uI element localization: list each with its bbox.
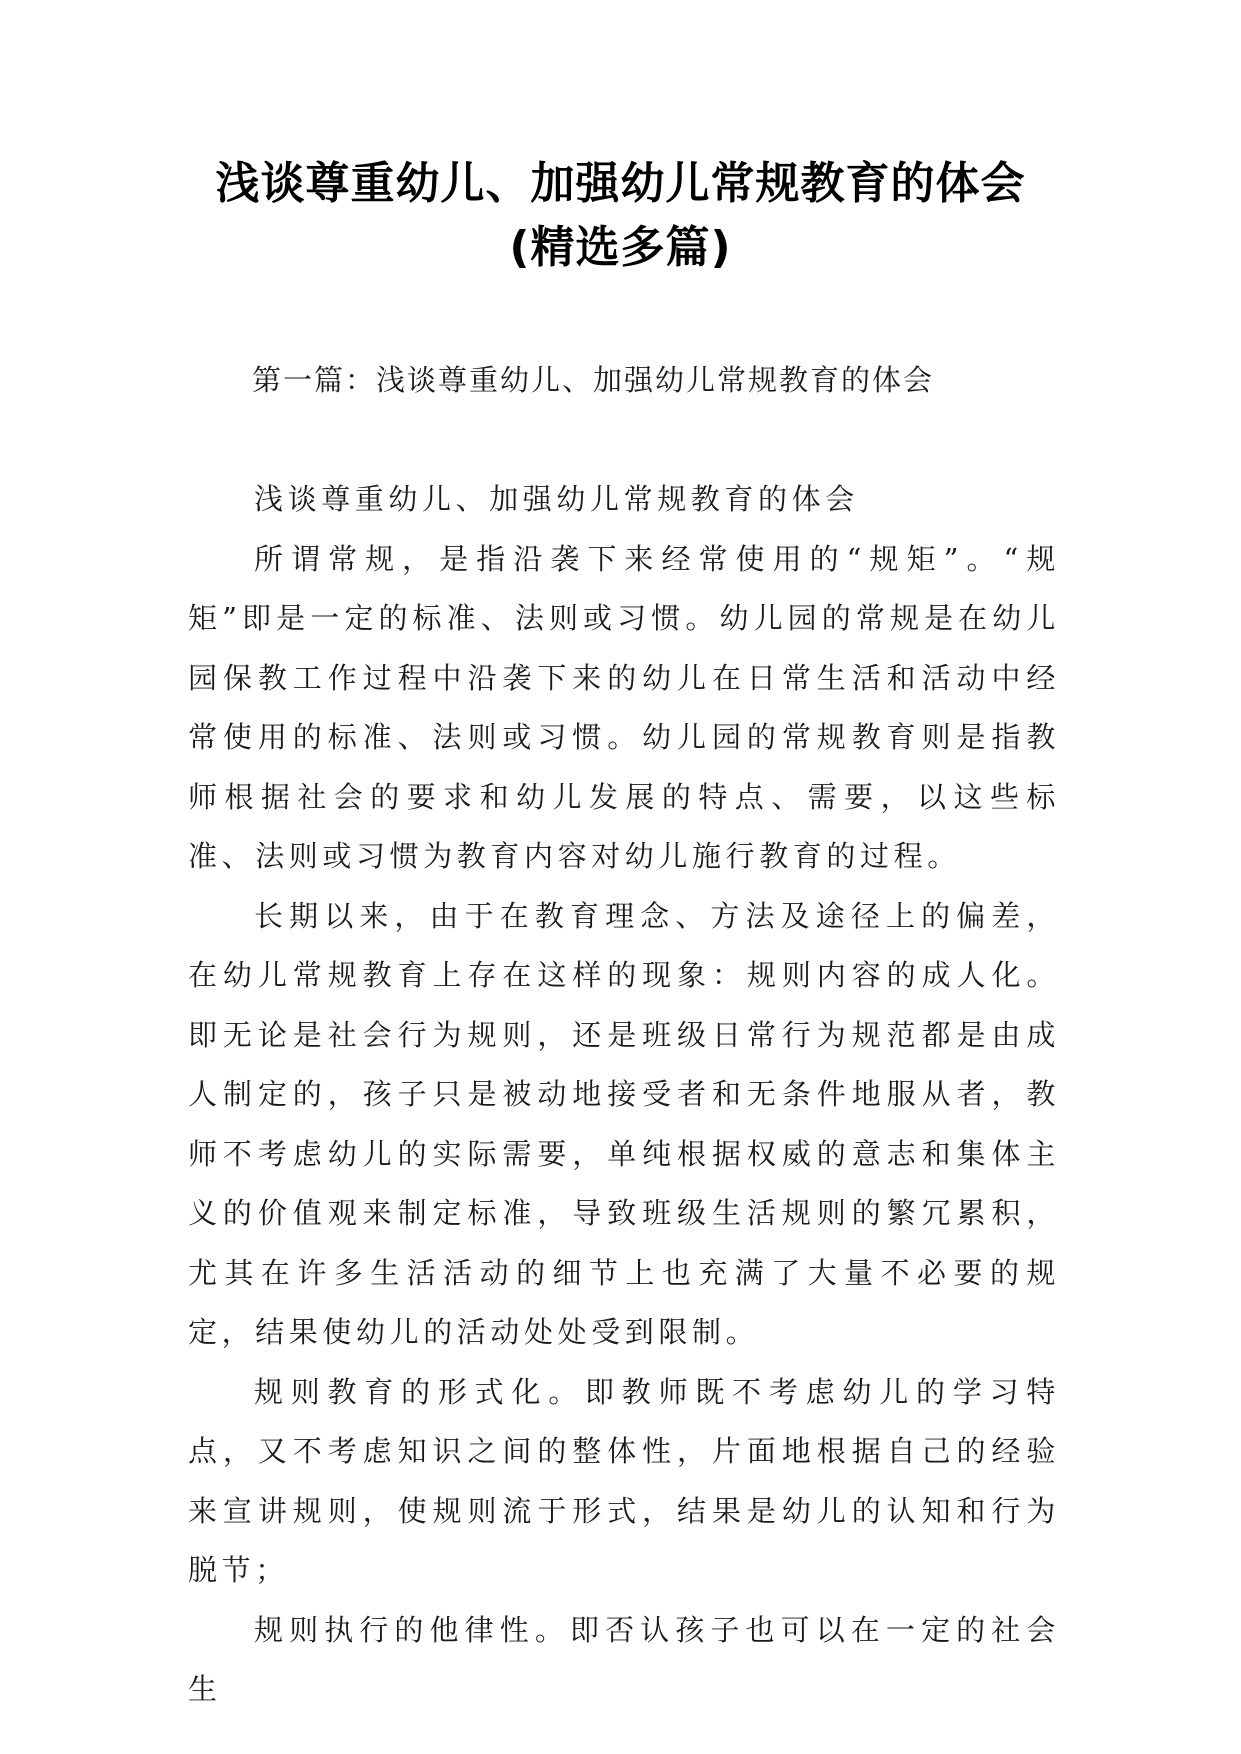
document-body [188, 470, 1060, 1720]
paragraph-5: 规则执行的他律性。即否认孩子也可以在一定的社会生 [188, 1612, 1060, 1706]
document-title-line-2: (精选多篇) [509, 222, 732, 273]
paragraph-2: 所谓常规，是指沿袭下来经常使用的“规矩”。“规矩”即是一定的标准、法则或习惯。幼儿园的常规是在幼儿园保教工作过程中沿袭下来的幼儿在日常生活和活动中经常使用的标准、法则或习惯。幼儿园的常规教育则是指教师根据社会的要求和幼儿发展的特点、需要，以这些标准、法则或习惯为教育内容对幼儿施行教育的过程。 [188, 541, 1060, 873]
paragraph-4: 规则教育的形式化。即教师既不考虑幼儿的学习特点，又不考虑知识之间的整体性，片面地根据自己的经验来宣讲规则，使规则流于形式，结果是幼儿的认知和行为脱节； [188, 1374, 1060, 1587]
section-heading: 第一篇：浅谈尊重幼儿、加强幼儿常规教育的体会 [252, 363, 935, 397]
paragraph-1: 浅谈尊重幼儿、加强幼儿常规教育的体会 [254, 482, 859, 516]
paragraph-3: 长期以来，由于在教育理念、方法及途径上的偏差，在幼儿常规教育上存在这样的现象：规则内容的成人化。即无论是社会行为规则，还是班级日常行为规范都是由成人制定的，孩子只是被动地接受者和无条件地服从者，教师不考虑幼儿的实际需要，单纯根据权威的意志和集体主义的价值观来制定标准，导致班级生活规则的繁冗累积，尤其在许多生活活动的细节上也充满了大量不必要的规定，结果使幼儿的活动处处受到限制。 [188, 898, 1060, 1349]
document-title-line-1: 浅谈尊重幼儿、加强幼儿常规教育的体会 [215, 158, 1026, 209]
